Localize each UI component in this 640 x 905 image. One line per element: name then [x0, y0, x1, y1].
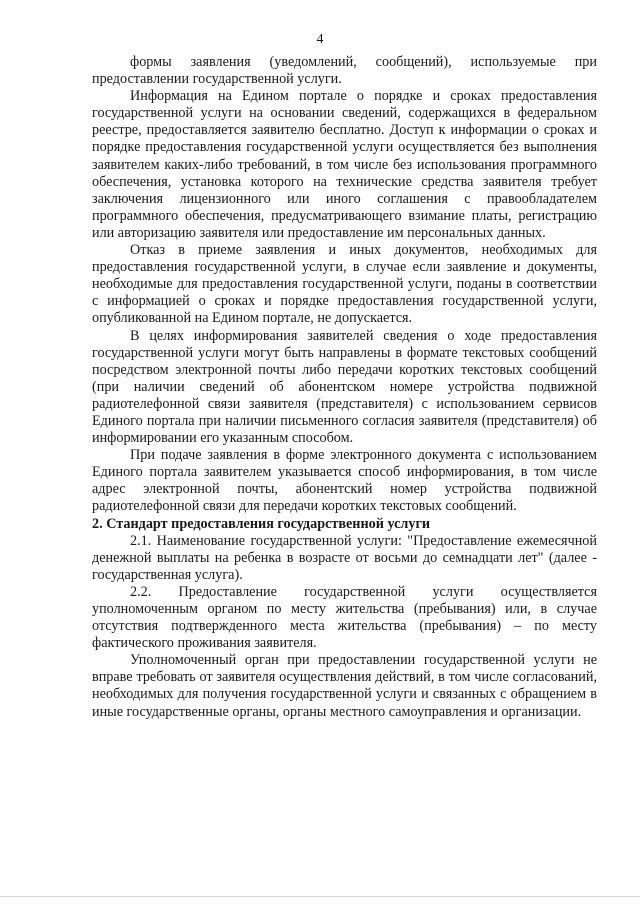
page-bottom-edge	[0, 896, 640, 897]
paragraph-refusal: Отказ в приеме заявления и иных документов, необходимых для предоставления государственной услуги, в случае если заявление и документы, необходимые для предоставления государственной услуги, поданы в соответствии с информацией о сроках и порядке предоставления государственной услуги, опубликованной на Едином портале, не допускается.	[92, 242, 597, 327]
paragraph-service-name: 2.1. Наименование государственной услуги: "Предоставление ежемесячной денежной выплаты на ребенка в возрасте от восьми до семнадцати лет" (далее - государственная услуга).	[92, 532, 597, 583]
page-number: 4	[316, 32, 324, 47]
paragraph-portal-info: Информация на Едином портале о порядке и сроках предоставления государственной услуги на основании сведений, содержащихся в федеральном реестре, предоставляется заявителю бесплатно. Доступ к информации о сроках и порядке предоставления государственной услуги осуществляется без выполнения заявителем каких-либо требований, в том числе без использования программного обеспечения, установка которого на технические средства заявителя требует заключения лицензионного или иного соглашения с правообладателем программного обеспечения, предусматривающего взимание платы, регистрацию или авторизацию заявителя или предоставление им персональных данных.	[92, 88, 597, 241]
paragraph-forms: формы заявления (уведомлений, сообщений), используемые при предоставлении государственной услуги.	[92, 54, 597, 88]
paragraph-authority-restrictions: Уполномоченный орган при предоставлении государственной услуги не вправе требовать от заявителя осуществления действий, в том числе согласований, необходимых для получения государственной услуги и связанных с обращением в иные государственные органы, органы местного самоуправления и организации.	[92, 652, 597, 720]
paragraph-service-provider: 2.2. Предоставление государственной услуги осуществляется уполномоченным органом по месту жительства (пребывания) или, в случае отсутствия подтвержденного места жительства (пребывания) – по месту фактического проживания заявителя.	[92, 583, 597, 652]
section-heading: 2. Стандарт предоставления государственной услуги	[92, 515, 431, 532]
paragraph-electronic-submission: При подаче заявления в форме электронного документа с использованием Единого портала заявителем указывается способ информирования, в том числе адрес электронной почты, абонентский номер устройства подвижной радиотелефонной связи для передачи коротких текстовых сообщений.	[92, 447, 597, 515]
paragraph-informing: В целях информирования заявителей сведения о ходе предоставления государственной услуги могут быть направлены в формате текстовых сообщений посредством электронной почты либо передачи коротких текстовых сообщений (при наличии сведений об абонентском номере устройства подвижной радиотелефонной связи заявителя (представителя) с использованием сервисов Единого портала при наличии письменного согласия заявителя (представителя) об информировании его указанным способом.	[92, 327, 597, 447]
document-body	[92, 54, 597, 721]
